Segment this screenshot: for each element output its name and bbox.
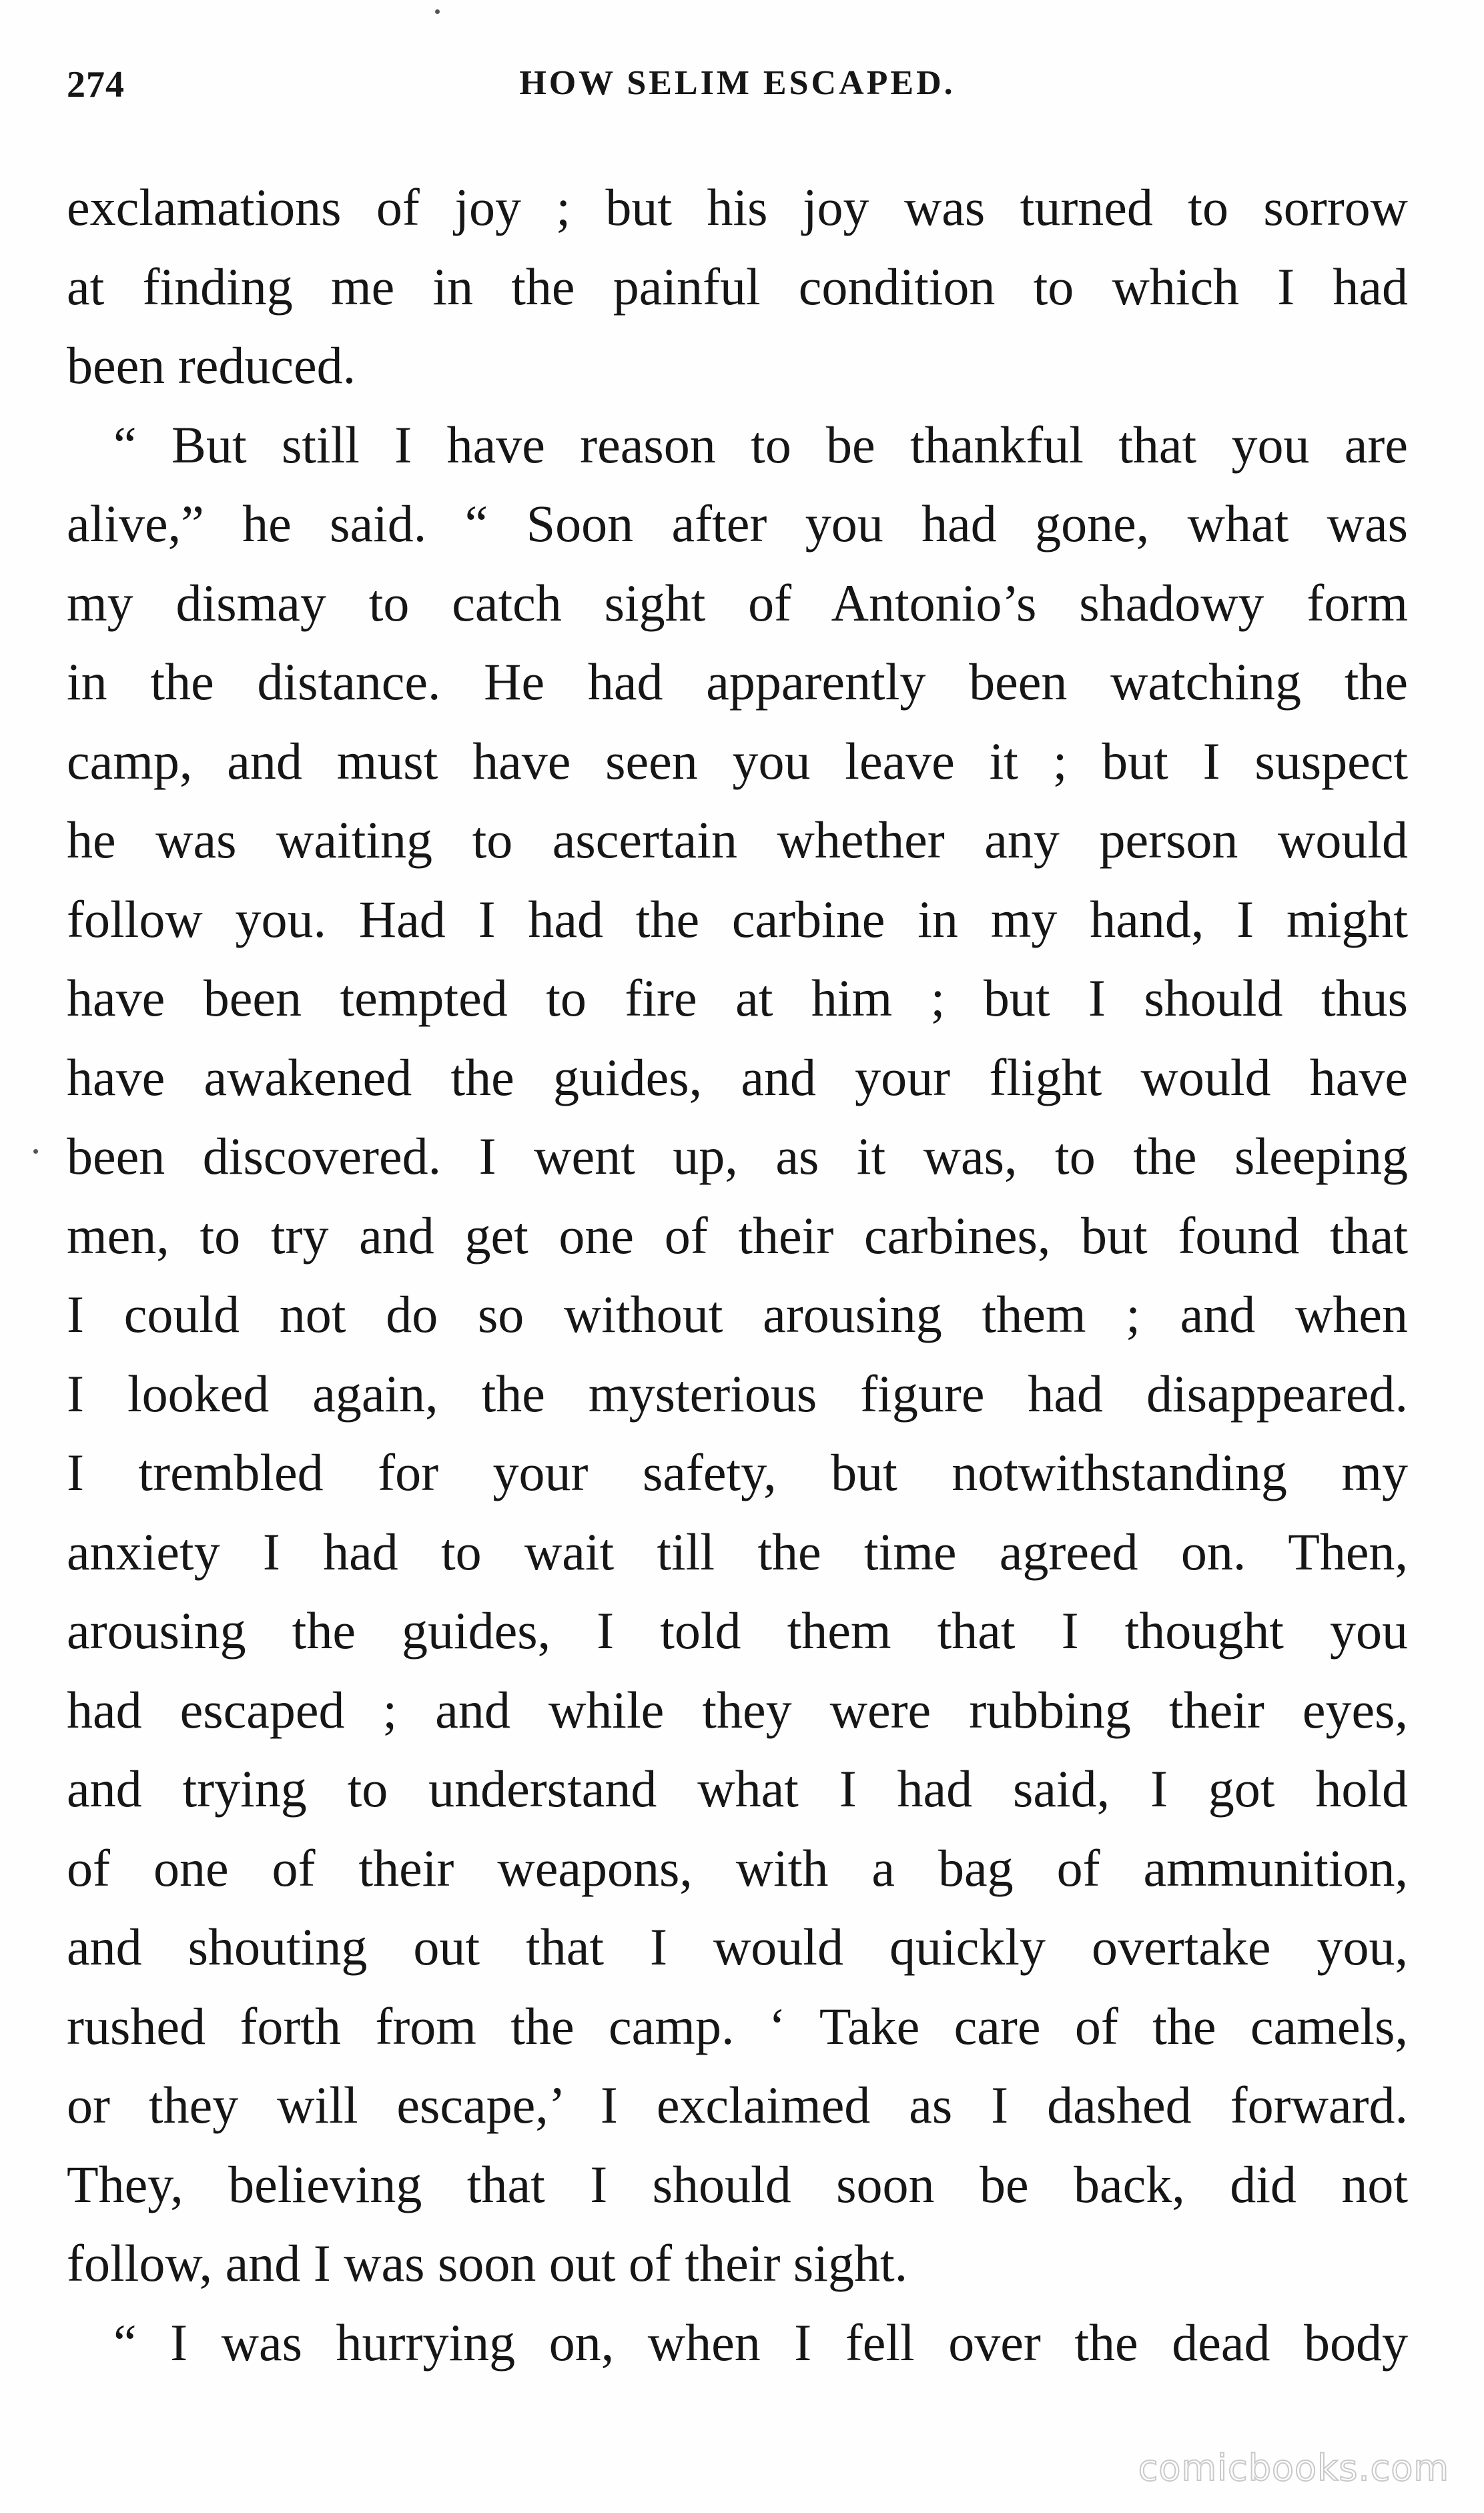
ink-speck: [435, 9, 440, 14]
text-line: and shouting out that I would quickly overtake you,: [67, 1918, 1408, 1976]
text-line: my dismay to catch sight of Antonio’s shadowy form: [67, 573, 1408, 632]
text-line: follow you. Had I had the carbine in my hand, I might: [67, 889, 1408, 948]
page-header: [67, 63, 1408, 117]
text-line: alive,” he said. “ Soon after you had gone, what was: [67, 494, 1408, 553]
text-line: in the distance. He had apparently been watching the: [67, 653, 1408, 711]
text-line: I looked again, the mysterious figure had disappeared.: [67, 1364, 1408, 1423]
text-line: been discovered. I went up, as it was, to the sleeping: [67, 1127, 1408, 1185]
page-number: 274: [67, 64, 125, 105]
text-line: camp, and must have seen you leave it ; but I suspect: [67, 731, 1408, 790]
ink-speck: [33, 1149, 38, 1154]
body-text: [67, 168, 1408, 2382]
text-line: arousing the guides, I told them that I thought you: [67, 1601, 1408, 1660]
text-line: I trembled for your safety, but notwithstanding my: [67, 1443, 1408, 1501]
text-line: men, to try and get one of their carbines, but found that: [67, 1206, 1408, 1265]
text-line: have been tempted to fire at him ; but I should thus: [67, 969, 1408, 1027]
text-line: “ But still I have reason to be thankful that you are: [113, 415, 1408, 474]
text-line: They, believing that I should soon be back, did not: [67, 2155, 1408, 2213]
text-line: I could not do so without arousing them ; and when: [67, 1285, 1408, 1343]
watermark: comicbooks.com: [1138, 2447, 1449, 2489]
text-line: had escaped ; and while they were rubbing their eyes,: [67, 1680, 1408, 1739]
text-line: “ I was hurrying on, when I fell over the dead body: [113, 2313, 1408, 2372]
text-line: exclamations of joy ; but his joy was turned to sorrow: [67, 178, 1408, 236]
text-line: of one of their weapons, with a bag of ammunition,: [67, 1838, 1408, 1897]
text-line: at finding me in the painful condition to which I had: [67, 257, 1408, 316]
text-line: rushed forth from the camp. ‘ Take care of the camels,: [67, 1997, 1408, 2055]
text-line: been reduced.: [67, 336, 356, 394]
text-line: he was waiting to ascertain whether any person would: [67, 811, 1408, 869]
text-line: and trying to understand what I had said, I got hold: [67, 1760, 1408, 1818]
text-line: have awakened the guides, and your flight would have: [67, 1048, 1408, 1106]
text-line: anxiety I had to wait till the time agreed on. Then,: [67, 1522, 1408, 1581]
text-line: or they will escape,’ I exclaimed as I dashed forward.: [67, 2076, 1408, 2134]
text-line: follow, and I was soon out of their sight.: [67, 2234, 908, 2292]
running-head: HOW SELIM ESCAPED.: [519, 64, 956, 102]
